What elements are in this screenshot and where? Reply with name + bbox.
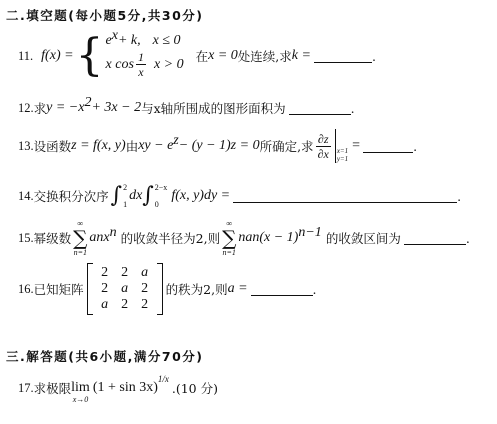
q13-text1: 设函数 xyxy=(33,139,72,154)
q11-left-brace: { xyxy=(75,30,104,81)
q14-int2-upper: 2−x xyxy=(154,183,168,192)
q15-sigma-icon-2: ∑ xyxy=(222,226,237,250)
q17-expr: (1 + sin 3x) xyxy=(92,380,158,395)
q11-k-eq: k = xyxy=(291,48,311,63)
q11-text: 在 xyxy=(195,49,209,64)
question-13 xyxy=(18,126,497,166)
q12-expr-b: + 3x − 2 xyxy=(91,100,142,115)
q17-number: 17. xyxy=(18,380,34,395)
q16-right-bracket xyxy=(157,263,163,315)
q15-term2-sub: n xyxy=(252,230,260,245)
q11-number: 11. xyxy=(18,48,34,63)
q15-term2-sup: n−1 xyxy=(298,225,322,240)
q14-dx: dx xyxy=(129,188,143,203)
q15-sum1-bottom: n=1 xyxy=(73,248,87,257)
q13-text2: 由 xyxy=(125,139,139,154)
q12-text2: 与x轴所围成的图形面积为 xyxy=(141,101,286,116)
q16-text1: 已知矩阵 xyxy=(33,282,84,297)
q13-text3: 所确定,求 xyxy=(259,139,314,154)
q14-end: . xyxy=(457,188,462,204)
q15-text1: 幂级数 xyxy=(33,231,72,246)
q16-matrix-cell: 2 xyxy=(101,281,109,296)
q16-matrix-cell: 2 xyxy=(121,297,129,312)
question-17 xyxy=(18,370,497,406)
q15-sum-1 xyxy=(73,219,87,257)
q14-number: 14. xyxy=(18,188,34,203)
q16-text2: 的秩为2,则 xyxy=(165,282,228,297)
q16-matrix-cell: 2 xyxy=(141,281,149,296)
q14-integrand: f(x, y)dy = xyxy=(171,188,231,203)
q15-term1-sup: n xyxy=(109,225,117,240)
q11-cases xyxy=(105,28,184,79)
q16-matrix-cell: a xyxy=(101,297,109,312)
question-16 xyxy=(18,260,497,318)
q15-sigma-icon-1: ∑ xyxy=(73,226,88,250)
q12-number: 12. xyxy=(18,100,34,115)
question-11 xyxy=(18,30,497,82)
q16-number: 16. xyxy=(18,281,34,296)
q15-answer-blank[interactable] xyxy=(404,232,466,245)
q15-term1-sub: n xyxy=(96,230,104,245)
q16-matrix xyxy=(87,263,163,315)
q16-matrix-cell: a xyxy=(121,281,129,296)
q15-term1-x: x xyxy=(103,230,110,245)
q11-case1-cond: x ≤ 0 xyxy=(152,33,181,48)
q15-number: 15. xyxy=(18,230,34,245)
q14-outer-integral xyxy=(111,183,127,209)
q11-case1-expr: e xyxy=(105,33,112,48)
q17-lim-word: lim xyxy=(71,379,90,395)
question-12 xyxy=(18,95,497,118)
section3-heading: 三.解答题(共6小题,满分70分) xyxy=(6,349,204,364)
q12-sup: 2 xyxy=(84,95,92,110)
q14-int1-upper: 2 xyxy=(123,183,128,192)
q16-matrix-grid xyxy=(93,263,157,315)
q14-int1-lower: 1 xyxy=(123,200,128,209)
q12-text1: 求 xyxy=(33,101,47,116)
q13-partial-fraction xyxy=(316,132,331,161)
q14-integral-sign-2: ∫ xyxy=(142,183,154,208)
q16-matrix-cell: 2 xyxy=(101,265,109,280)
q14-int2-lower: 0 xyxy=(154,200,159,209)
q13-expr2a: xy − e xyxy=(138,138,174,153)
q16-a-eq: a = xyxy=(227,281,248,296)
q15-text2: 的收敛半径为2,则 xyxy=(120,231,221,246)
q12-end: . xyxy=(350,100,355,116)
q15-term2a: na xyxy=(238,230,253,245)
q14-integral-sign-1: ∫ xyxy=(110,183,123,208)
question-15 xyxy=(18,220,497,256)
q11-answer-blank[interactable] xyxy=(314,50,372,63)
q14-text1: 交换积分次序 xyxy=(33,189,109,204)
q15-end: . xyxy=(465,230,470,246)
q15-term2b: (x − 1) xyxy=(259,230,299,245)
q15-text3: 的收敛区间为 xyxy=(325,231,401,246)
q13-eval-y: y=1 xyxy=(336,155,349,163)
q13-expr2b: − (y − 1)z = 0 xyxy=(178,138,260,153)
q11-cond-math: x = 0 xyxy=(208,48,238,63)
q12-expr-a: y = −x xyxy=(46,100,85,115)
q16-answer-blank[interactable] xyxy=(251,283,313,296)
q11-case1-tail: + k, xyxy=(117,33,141,48)
q17-lim-under: x→0 xyxy=(72,394,89,404)
q13-answer-blank[interactable] xyxy=(363,140,413,153)
q11-case2-pre: x cos xyxy=(105,56,134,72)
section2-heading: 二.填空题(每小题5分,共30分) xyxy=(6,8,204,23)
q13-frac-denominator: ∂x xyxy=(317,146,329,161)
q13-eq: = xyxy=(352,138,361,153)
q14-inner-integral xyxy=(142,183,167,209)
q11-fraction xyxy=(136,50,146,79)
q17-limit xyxy=(71,381,90,404)
q16-matrix-cell: 2 xyxy=(141,297,149,312)
q15-sum2-top: ∞ xyxy=(226,219,233,228)
q11-frac-numerator: 1 xyxy=(137,50,144,64)
q16-matrix-cell: a xyxy=(141,265,149,280)
q17-text2: .(10 分) xyxy=(171,381,218,396)
q15-sum2-bottom: n=1 xyxy=(222,248,236,257)
q16-matrix-cell: 2 xyxy=(121,265,129,280)
q11-frac-denominator: x xyxy=(138,65,144,79)
q11-case-1 xyxy=(105,28,184,49)
q11-case-2 xyxy=(106,50,184,79)
q13-eval-x: x=1 xyxy=(336,147,349,155)
q14-answer-blank[interactable] xyxy=(233,190,457,203)
q16-end: . xyxy=(312,281,317,297)
q15-term1: a xyxy=(89,230,97,245)
q11-case2-cond: x > 0 xyxy=(153,56,184,72)
q17-text1: 求极限 xyxy=(33,381,72,396)
q15-sum1-top: ∞ xyxy=(77,219,84,228)
question-14 xyxy=(18,180,497,212)
q13-expr1: z = f(x, y) xyxy=(71,138,126,153)
q13-end: . xyxy=(413,138,418,154)
q11-fx: f(x) = xyxy=(41,48,74,63)
q11-case1-sup: x xyxy=(111,28,118,43)
q13-frac-numerator: ∂z xyxy=(317,131,329,146)
q11-text2: 处连续,求 xyxy=(237,49,292,64)
q17-sup: 1/x xyxy=(157,374,169,384)
q12-answer-blank[interactable] xyxy=(289,102,351,115)
q15-sum-2 xyxy=(222,219,236,257)
q11-end: . xyxy=(371,48,376,64)
q13-number: 13. xyxy=(18,138,34,153)
q13-evaluation-bar xyxy=(335,129,348,163)
q13-sup: z xyxy=(173,133,179,148)
